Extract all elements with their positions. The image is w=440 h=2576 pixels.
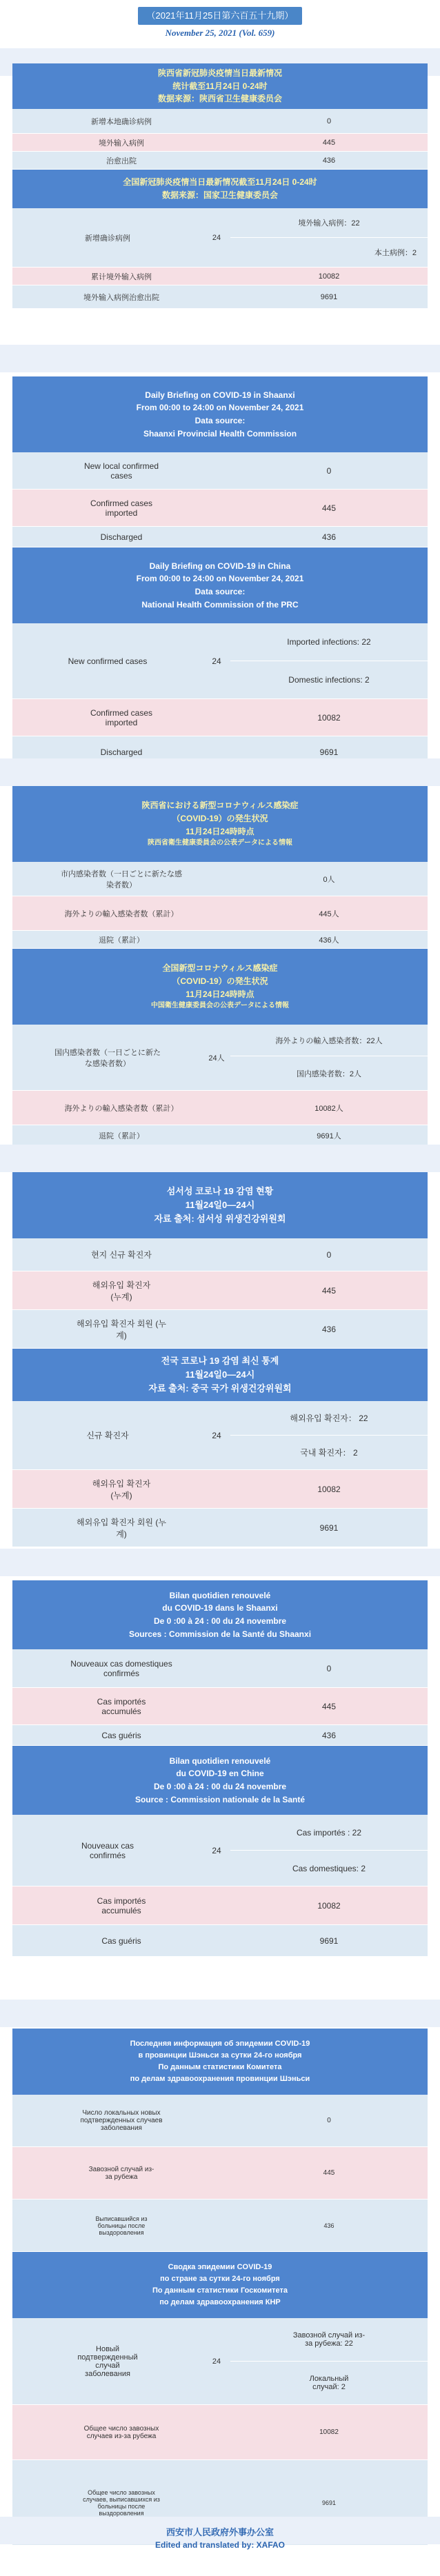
- row-label: 退院（累計）: [99, 936, 144, 945]
- header-line: Data source:: [194, 587, 246, 596]
- table-row: [12, 1925, 428, 1957]
- row-value: 436: [321, 1324, 337, 1334]
- section-separator: [0, 345, 440, 372]
- row-value: 445: [321, 503, 337, 513]
- row-label: 海外よりの輸入感染者数（累計）: [64, 1104, 179, 1113]
- row-value: 445: [322, 138, 336, 147]
- row-label: 현지 신규 확진자: [91, 1250, 152, 1260]
- row-label: Nouveaux cas confirmés: [81, 1840, 134, 1860]
- row-label: Discharged: [100, 747, 143, 757]
- china-table-en: [12, 547, 428, 768]
- header-line: 全国新冠肺炎疫情当日最新情况截至11月24日 0-24时: [123, 177, 317, 188]
- header-line: Data source:: [194, 416, 246, 425]
- row-value: 10082: [317, 1484, 341, 1494]
- section-ko: [12, 1172, 428, 1547]
- section-zh: [12, 63, 428, 309]
- table-row: [12, 1310, 428, 1349]
- header-line: Сводка эпидемии COVID-19: [168, 2262, 272, 2271]
- china-table-zh: [12, 170, 428, 309]
- imported-count: Cas importés : 22: [230, 1815, 428, 1851]
- row-value: 0: [326, 117, 332, 125]
- new-cases-row: [12, 1401, 428, 1470]
- row-value: 445: [323, 2169, 335, 2177]
- row-label: Общее число завозных случаев, выписавшихся из больницы после выздоровления: [83, 2488, 160, 2517]
- china-table-ko: [12, 1349, 428, 1547]
- table-row: [12, 862, 428, 896]
- header-line: 11월24일0—24시: [185, 1369, 255, 1380]
- row-total: 24: [212, 656, 221, 666]
- table-row: [12, 896, 428, 931]
- row-value: 10082人: [314, 1104, 343, 1113]
- header-line: по делам здравоохранения провинции Шэньси: [130, 2075, 310, 2084]
- row-value: 10082: [317, 1900, 341, 1911]
- table-row: [12, 268, 428, 285]
- table-row: [12, 452, 428, 490]
- imported-count: Завозной случай из-за рубежа: 22: [230, 2318, 428, 2362]
- header-line: 陝西省における新型コロナウィルス感染症: [141, 801, 299, 811]
- breakdown: [230, 623, 428, 698]
- domestic-count: 국내 확진자： 2: [300, 1448, 358, 1458]
- row-value: 445: [321, 1701, 337, 1711]
- row-label: 海外よりの輸入感染者数（累計）: [64, 909, 179, 918]
- row-total: 24: [212, 1845, 221, 1855]
- shaanxi-header-ko: [12, 1172, 428, 1238]
- table-row: [12, 1725, 428, 1746]
- domestic-count: 国内感染者数：2人: [296, 1069, 362, 1078]
- row-label: Nouveaux cas domestiques confirmés: [70, 1658, 172, 1678]
- row-value: 0: [326, 1249, 332, 1260]
- header-line: du COVID-19 en Chine: [176, 1769, 264, 1779]
- china-table-ru: [12, 2252, 428, 2546]
- header-line: По данным статистики Комитета: [158, 2063, 282, 2071]
- row-label: Discharged: [100, 532, 143, 542]
- header-line: （COVID-19）の発生状況: [172, 976, 268, 986]
- row-value: 10082: [319, 2428, 339, 2436]
- header-line: по делам здравоохранения КНР: [159, 2298, 281, 2307]
- china-header-zh: [12, 170, 428, 208]
- row-value: 9691: [319, 1522, 339, 1533]
- row-value: 0: [326, 1663, 332, 1673]
- header-line: De 0 :00 à 24 : 00 du 24 novembre: [153, 1782, 287, 1791]
- china-table-fr: [12, 1746, 428, 1957]
- table-row: [12, 1125, 428, 1146]
- table-row: [12, 699, 428, 736]
- new-cases-row: [12, 2318, 428, 2405]
- header-line: 11월24일0—24시: [185, 1199, 255, 1210]
- breakdown: [230, 208, 428, 267]
- header-line: по стране за сутки 24-го ноября: [160, 2274, 280, 2283]
- row-value: 436: [321, 532, 337, 542]
- header-line: （COVID-19）の発生状況: [172, 813, 268, 823]
- table-row: [12, 109, 428, 134]
- table-row: [12, 152, 428, 170]
- china-header-ja: [12, 949, 428, 1025]
- header-line: From 00:00 to 24:00 on November 24, 2021: [136, 574, 304, 584]
- china-header-en: [12, 547, 428, 623]
- shaanxi-table-ru: [12, 2029, 428, 2252]
- row-total: 24: [212, 2357, 221, 2366]
- shaanxi-table-fr: [12, 1580, 428, 1746]
- table-row: [12, 1886, 428, 1925]
- row-value: 0人: [323, 875, 335, 884]
- row-label: Cas guéris: [101, 1935, 141, 1946]
- table-row: [12, 2200, 428, 2252]
- header-line: 全国新型コロナウィルス感染症: [162, 963, 278, 974]
- shaanxi-table-ko: [12, 1172, 428, 1349]
- row-value: 436: [321, 1730, 337, 1740]
- header-line: 陕西省新冠肺炎疫情当日最新情况: [157, 68, 282, 79]
- header-line: du COVID-19 dans le Shaanxi: [162, 1603, 278, 1613]
- section-separator: [0, 1549, 440, 1576]
- header-line: National Health Commission of the PRC: [141, 599, 299, 610]
- row-value: 9691: [320, 292, 338, 301]
- header-line: Sources : Commission de la Santé du Shaanxi: [128, 1629, 312, 1639]
- breakdown: [230, 1401, 428, 1469]
- header-line: From 00:00 to 24:00 on November 24, 2021: [136, 403, 304, 413]
- footer-org: 西安市人民政府外事办公室: [166, 2527, 274, 2537]
- row-label: 国内感染者数（一日ごとに新たな感染者数）: [54, 1048, 161, 1068]
- shaanxi-header-ru: [12, 2029, 428, 2095]
- row-value: 436人: [319, 936, 339, 945]
- table-row: [12, 2095, 428, 2147]
- header-line: 11月24日24時時点: [186, 989, 254, 999]
- shaanxi-table-zh: [12, 63, 428, 170]
- row-value: 0: [326, 465, 332, 476]
- row-label: Число локальных новых подтвержденных случаев заболевания: [80, 2109, 163, 2132]
- section-separator: [0, 1145, 440, 1172]
- domestic-count: Domestic infections: 2: [288, 675, 370, 685]
- section-ja: [12, 786, 428, 1146]
- new-cases-row: [12, 623, 428, 699]
- row-label: 해외유입 확진자 회원 (누계): [77, 1318, 166, 1340]
- row-label: Новый подтвержденный случай заболевания: [77, 2344, 138, 2378]
- row-label: 해외유입 확진자 (누계): [92, 1280, 151, 1302]
- row-label: 해외유입 확진자 (누계): [92, 1478, 151, 1500]
- issue-badge: （2021年11月25日第六百五十九期）: [138, 7, 302, 25]
- new-cases-row: [12, 208, 428, 268]
- imported-count: 해외유입 확진자： 22: [230, 1401, 428, 1436]
- row-label: Cas importés accumulés: [97, 1696, 146, 1716]
- header-line: 数据来源：国家卫生健康委员会: [161, 190, 278, 200]
- breakdown: [230, 1025, 428, 1090]
- row-label: 累计境外输入病例: [91, 272, 152, 281]
- row-value: 445: [321, 1285, 337, 1296]
- header-line: 자료 출처: 중국 국가 위생건강위원회: [148, 1383, 292, 1394]
- header-line: Daily Briefing on COVID-19 in Shaanxi: [145, 390, 295, 400]
- row-label: New local confirmed cases: [83, 461, 159, 481]
- header-line: 数据来源：陕西省卫生健康委员会: [157, 94, 282, 104]
- section-separator: [0, 758, 440, 786]
- china-header-ko: [12, 1349, 428, 1401]
- row-label: New confirmed cases: [68, 656, 148, 666]
- row-label: Confirmed cases imported: [90, 498, 153, 518]
- shaanxi-header-en: [12, 376, 428, 452]
- shaanxi-header-fr: [12, 1580, 428, 1649]
- header-line: 统计截至11月24日 0-24时: [172, 81, 268, 91]
- header-line: 자료 출처: 섬서성 위생건강위원회: [154, 1214, 286, 1225]
- row-label: 新增确诊病例: [85, 234, 130, 243]
- row-value: 436: [323, 2222, 334, 2229]
- row-value: 436: [322, 156, 336, 165]
- row-value: 10082: [318, 272, 340, 281]
- table-row: [12, 2405, 428, 2460]
- footer-credit: Edited and translated by: XAFAO: [154, 2540, 286, 2550]
- new-cases-row: [12, 1025, 428, 1091]
- table-row: [12, 527, 428, 547]
- china-header-ru: [12, 2252, 428, 2318]
- breakdown: [230, 1815, 428, 1886]
- row-value: 0: [327, 2117, 331, 2124]
- row-label: Общее число завозных случаев из-за рубежа: [83, 2424, 159, 2440]
- row-label: Confirmed cases imported: [90, 707, 153, 727]
- row-total: 24: [212, 1430, 221, 1440]
- table-row: [12, 2147, 428, 2200]
- china-table-ja: [12, 949, 428, 1146]
- row-label: Завозной случай из-за рубежа: [88, 2165, 154, 2181]
- header-line: в провинции Шэньси за сутки 24-го ноября: [138, 2051, 302, 2060]
- breakdown: [230, 2318, 428, 2404]
- header-line: 전국 코로나 19 감염 최신 통계: [161, 1355, 279, 1366]
- header-line: Shaanxi Provincial Health Commission: [143, 428, 297, 439]
- shaanxi-table-en: [12, 376, 428, 547]
- row-label: 治愈出院: [106, 157, 137, 165]
- china-header-fr: [12, 1746, 428, 1815]
- header-line: Bilan quotidien renouvelé: [169, 1590, 271, 1600]
- section-ru: [12, 2029, 428, 2546]
- row-label: 退院（累計）: [99, 1131, 144, 1140]
- header-line: 中国衛生健康委員会の公表データによる情報: [151, 1002, 289, 1010]
- row-label: 境外输入病例治愈出院: [83, 293, 159, 302]
- header-line: 섬서성 코로나 19 감염 현황: [166, 1185, 274, 1196]
- row-value: 9691: [319, 1935, 339, 1946]
- table-row: [12, 1271, 428, 1310]
- row-label: 境外输入病例: [99, 139, 144, 148]
- header-line: De 0 :00 à 24 : 00 du 24 novembre: [153, 1616, 287, 1626]
- row-label: Cas guéris: [101, 1730, 141, 1740]
- row-value: 10082: [317, 712, 341, 723]
- row-label: Cas importés accumulés: [97, 1895, 146, 1915]
- section-separator: [0, 2000, 440, 2027]
- table-row: [12, 931, 428, 949]
- table-row: [12, 1091, 428, 1125]
- row-value: 9691: [319, 747, 339, 757]
- row-label: 신규 확진자: [86, 1431, 129, 1440]
- row-total: 24人: [208, 1054, 225, 1063]
- section-en: [12, 376, 428, 768]
- imported-count: Imported infections: 22: [230, 623, 428, 661]
- table-row: [12, 285, 428, 309]
- header-line: Source : Commission nationale de la Santé: [134, 1794, 306, 1804]
- imported-count: 海外よりの輸入感染者数：22人: [230, 1025, 428, 1056]
- row-value: 9691: [321, 2499, 337, 2506]
- table-row: [12, 1649, 428, 1688]
- table-row: [12, 1238, 428, 1271]
- header-line: Последняя информация об эпидемии COVID-19: [130, 2039, 310, 2048]
- section-fr: [12, 1580, 428, 1957]
- header-line: Bilan quotidien renouvelé: [169, 1755, 271, 1766]
- domestic-count: Cas domestiques: 2: [292, 1863, 366, 1873]
- row-label: 新增本地确诊病例: [91, 117, 152, 126]
- domestic-count: Локальный случай: 2: [309, 2375, 349, 2391]
- table-row: [12, 1688, 428, 1725]
- table-row: [12, 1470, 428, 1509]
- shaanxi-header-ja: [12, 786, 428, 862]
- row-label: 市内感染者数（一日ごとに新たな感染者数）: [61, 869, 182, 889]
- row-total: 24: [212, 233, 221, 242]
- row-label: 해외유입 확진자 회원 (누계): [77, 1517, 166, 1539]
- shaanxi-header-zh: [12, 63, 428, 109]
- row-value: 445人: [319, 909, 339, 918]
- row-value: 9691人: [317, 1131, 341, 1140]
- header-line: По данным статистики Госкомитета: [152, 2286, 288, 2295]
- header-line: Daily Briefing on COVID-19 in China: [149, 561, 291, 571]
- imported-count: 境外输入病例：22: [230, 208, 428, 238]
- new-cases-row: [12, 1815, 428, 1886]
- table-row: [12, 134, 428, 152]
- shaanxi-table-ja: [12, 786, 428, 949]
- header-line: 11月24日24時時点: [186, 826, 254, 836]
- table-row: [12, 490, 428, 527]
- table-row: [12, 1509, 428, 1547]
- row-label: Выписавшийся из больницы после выздоровления: [95, 2215, 148, 2236]
- issue-date: November 25, 2021 (Vol. 659): [165, 28, 275, 38]
- domestic-count: 本土病例：2: [374, 249, 417, 257]
- header-line: 陝西省衛生健康委員会の公表データによる情報: [148, 839, 292, 847]
